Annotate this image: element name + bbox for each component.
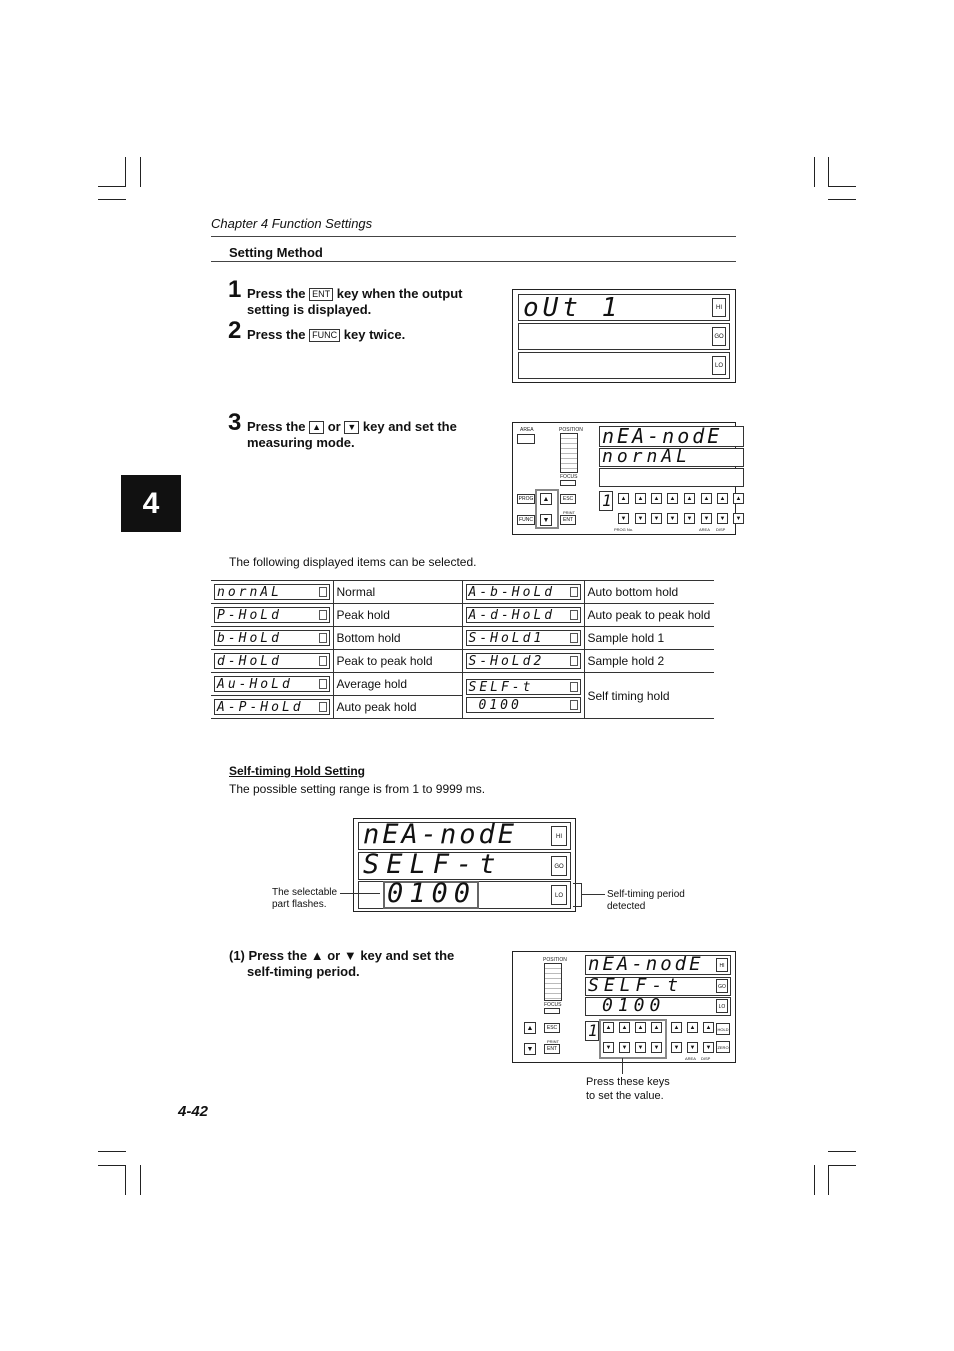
digit-up-key[interactable]: ▲: [667, 493, 678, 504]
indicator: [570, 633, 578, 643]
focus-label: FOCUS: [560, 474, 578, 480]
panel-display-text: nEA-nodE: [588, 953, 704, 975]
display-row-text: SELF-t: [363, 849, 503, 880]
up-arrow-key-icon: ▲: [309, 421, 324, 434]
mode-display: [214, 699, 330, 715]
digit-down-key[interactable]: ▼: [619, 1042, 630, 1053]
step-text: measuring mode.: [247, 435, 355, 450]
position-bar-graph: [560, 433, 578, 473]
position-label: POSITION: [559, 427, 583, 433]
area-label: AREA: [685, 1056, 696, 1061]
digit-up-key[interactable]: ▲: [619, 1022, 630, 1033]
crop-mark: [98, 186, 126, 187]
down-triangle-icon: ▼: [343, 948, 357, 963]
mode-label: Sample hold 1: [584, 627, 714, 650]
mode-display-cell: [211, 627, 333, 650]
display-row-text: oUt 1: [523, 293, 622, 323]
table-row: [211, 650, 714, 673]
mode-label: Peak hold: [333, 604, 462, 627]
panel-display-row-3: [599, 468, 744, 487]
step-text: key when the output: [336, 286, 463, 301]
mode-label: Sample hold 2: [584, 650, 714, 673]
hold-key[interactable]: HOLD: [716, 1023, 730, 1035]
step-3-text: [247, 419, 457, 451]
crop-mark: [98, 1151, 126, 1152]
position-bar-graph: [544, 963, 562, 1001]
zero-key[interactable]: ZERO: [716, 1041, 730, 1053]
step-text: self-timing period.: [247, 964, 360, 979]
area-bottom-label: AREA: [699, 527, 710, 532]
step-text: Press the: [248, 948, 308, 963]
step-text: key and set the: [360, 948, 455, 963]
step-text: setting is displayed.: [247, 302, 372, 317]
step-3-number: 3: [228, 409, 242, 436]
indicator: [570, 587, 578, 597]
mode-display-text: nornAL: [217, 585, 282, 600]
ent-key-icon: ENT: [309, 288, 333, 301]
indicator: [319, 610, 327, 620]
down-arrow-key-icon: ▼: [344, 421, 359, 434]
crop-mark: [828, 157, 829, 187]
callout-text: to set the value.: [586, 1090, 664, 1102]
step-text: Press the: [247, 327, 306, 342]
digit-down-key[interactable]: ▼: [667, 513, 678, 524]
esc-key[interactable]: ESC: [544, 1023, 560, 1033]
self-timing-title: Self-timing Hold Setting: [229, 764, 365, 778]
mode-display-text: A-b-HoLd: [468, 585, 556, 600]
mode-display-text: d-HoLd: [217, 654, 282, 669]
panel-display-text: SELF-t: [588, 975, 684, 996]
display-output-setting: [512, 289, 736, 383]
mode-label: Auto peak to peak hold: [584, 604, 714, 627]
header-rule: [211, 236, 736, 237]
down-arrow-key[interactable]: ▼: [540, 514, 552, 526]
digit-down-key[interactable]: ▼: [603, 1042, 614, 1053]
chapter-tab: [121, 475, 181, 532]
panel-display-row-2: [585, 977, 731, 996]
lo-indicator: LO: [712, 356, 726, 375]
crop-mark: [814, 157, 815, 187]
substep-number: (1): [229, 948, 245, 963]
print-label: PRINT: [563, 510, 575, 515]
mode-display-cell: [462, 627, 584, 650]
panel-display-text: nEA-nodE: [602, 424, 723, 448]
disp-label: DISP: [716, 527, 726, 532]
section-rule: [211, 261, 736, 262]
page-number: 4-42: [178, 1103, 209, 1120]
digit-down-key[interactable]: ▼: [651, 1042, 662, 1053]
step-1-text: [247, 286, 462, 318]
disp-label: DISP: [701, 1056, 711, 1061]
substep-text: [229, 948, 454, 980]
prog-no-label: PROG No.: [614, 527, 634, 532]
mode-display-cell: [462, 673, 584, 719]
digit-up-key[interactable]: ▲: [717, 493, 728, 504]
focus-indicator: [560, 480, 576, 486]
esc-key[interactable]: ESC: [560, 494, 576, 504]
focus-label: FOCUS: [544, 1002, 562, 1008]
step-text: key and set the: [362, 419, 457, 434]
mode-label: Normal: [333, 581, 462, 604]
digit-up-key[interactable]: ▲: [671, 1022, 682, 1033]
ent-key[interactable]: ENT: [560, 515, 576, 525]
panel-display-row-1: [599, 426, 744, 447]
step-text: Press the: [247, 286, 306, 301]
crop-mark: [125, 1165, 126, 1195]
display-row-3: [358, 878, 571, 909]
hi-indicator: HI: [716, 958, 728, 972]
indicator: [319, 633, 327, 643]
crop-mark: [125, 157, 126, 187]
self-timing-range: The possible setting range is from 1 to 9999 ms.: [229, 782, 486, 796]
mode-label: Bottom hold: [333, 627, 462, 650]
callout-flash-text: [272, 887, 337, 911]
mode-display-text: Au-HoLd: [217, 677, 293, 692]
digit-up-key[interactable]: ▲: [687, 1022, 698, 1033]
up-triangle-icon: ▲: [310, 948, 324, 963]
mode-display: [466, 697, 581, 713]
display-row-1: [518, 294, 730, 321]
mode-display-cell: [211, 604, 333, 627]
callout-text: The selectable: [272, 887, 338, 898]
crop-mark: [98, 199, 126, 200]
table-row: [211, 627, 714, 650]
mode-display-text: P-HoLd: [217, 608, 282, 623]
mode-display: [214, 630, 330, 646]
down-arrow-key[interactable]: ▼: [524, 1043, 536, 1055]
mode-display: [214, 676, 330, 692]
callout-detected-text: [607, 889, 685, 913]
position-label: POSITION: [543, 957, 567, 963]
digit-up-key[interactable]: ▲: [635, 1022, 646, 1033]
digit-down-key[interactable]: ▼: [671, 1042, 682, 1053]
mode-display: [466, 679, 581, 695]
callout-bracket: [573, 883, 582, 907]
crop-mark: [140, 157, 141, 187]
mode-display: [466, 607, 581, 623]
digit-up-key[interactable]: ▲: [603, 1022, 614, 1033]
crop-mark: [828, 1151, 856, 1152]
mode-label: Self timing hold: [584, 673, 714, 719]
measuring-mode-table: [211, 580, 714, 719]
digit-up-key[interactable]: ▲: [684, 493, 695, 504]
crop-mark: [828, 199, 856, 200]
mode-display: [466, 630, 581, 646]
mode-display-cell: [462, 650, 584, 673]
step-text: key twice.: [343, 327, 406, 342]
digit-down-key[interactable]: ▼: [618, 513, 629, 524]
step-2-number: 2: [228, 317, 242, 344]
section-title: Setting Method: [229, 245, 323, 260]
mode-display-cell: [211, 581, 333, 604]
digit-down-key[interactable]: ▼: [717, 513, 728, 524]
crop-mark: [140, 1165, 141, 1195]
lo-indicator: LO: [716, 999, 728, 1013]
digit-down-key[interactable]: ▼: [733, 513, 744, 524]
mode-display: [466, 653, 581, 669]
digit-down-key[interactable]: ▼: [635, 1042, 646, 1053]
indicator: [570, 610, 578, 620]
prog-key[interactable]: PROG: [518, 496, 534, 502]
mode-display-text: A-P-HoLd: [217, 700, 304, 715]
lo-indicator: LO: [551, 885, 567, 905]
step-2-text: [247, 327, 405, 342]
controller-panel-mode: [512, 422, 742, 535]
digit-up-key[interactable]: ▲: [703, 1022, 714, 1033]
table-row: [211, 673, 714, 696]
digit-up-key[interactable]: ▲: [651, 493, 662, 504]
step-text: or: [327, 419, 341, 434]
mode-display: [466, 584, 581, 600]
callout-text: Self-timing period: [607, 889, 685, 900]
up-arrow-key[interactable]: ▲: [524, 1022, 536, 1034]
step-1-number: 1: [228, 276, 242, 303]
mode-display: [214, 653, 330, 669]
mode-display-text: SELF-t: [468, 679, 534, 695]
indicator: [570, 700, 578, 710]
mode-label: Peak to peak hold: [333, 650, 462, 673]
mode-display-cell: [211, 673, 333, 696]
mode-label: Average hold: [333, 673, 462, 696]
display-row-2: [358, 849, 571, 880]
step-text: or: [327, 948, 341, 963]
callout-line-right: [581, 894, 605, 895]
digit-up-key[interactable]: ▲: [701, 493, 712, 504]
mode-display-text: 0100: [478, 697, 522, 713]
callout-text: part flashes.: [272, 899, 327, 910]
hi-indicator: HI: [712, 298, 726, 317]
digit-down-key[interactable]: ▼: [635, 513, 646, 524]
panel-display-row-2: [599, 448, 744, 467]
func-key[interactable]: FUNC: [517, 515, 535, 525]
mode-label: Auto peak hold: [333, 696, 462, 719]
display-self-timing: [353, 818, 576, 912]
digit-down-key[interactable]: ▼: [703, 1042, 714, 1053]
panel-display-row-3: [585, 997, 731, 1016]
go-indicator: GO: [716, 979, 728, 993]
indicator: [319, 679, 327, 689]
crop-mark: [828, 1165, 829, 1195]
digit-up-key[interactable]: ▲: [618, 493, 629, 504]
callout-line-left: [340, 893, 380, 894]
selectable-intro: The following displayed items can be selected.: [229, 555, 477, 569]
go-indicator: GO: [551, 856, 567, 876]
print-label: PRINT: [547, 1039, 559, 1044]
controller-panel-self-timing: [512, 951, 736, 1063]
indicator: [319, 587, 327, 597]
crop-mark: [828, 186, 856, 187]
go-indicator: GO: [712, 327, 726, 346]
mode-display: [214, 607, 330, 623]
callout-keys-text: [586, 1075, 670, 1103]
area-switch[interactable]: [517, 434, 535, 444]
table-row: [211, 604, 714, 627]
prog-digit-display: [585, 1021, 602, 1041]
table-row: [211, 581, 714, 604]
display-row-1: [358, 819, 571, 850]
digit-up-key[interactable]: ▲: [733, 493, 744, 504]
hi-indicator: HI: [551, 826, 567, 846]
chapter-header: Chapter 4 Function Settings: [211, 216, 373, 231]
mode-label: Auto bottom hold: [584, 581, 714, 604]
panel-display-row-1: [585, 955, 731, 975]
digit-up-key[interactable]: ▲: [651, 1022, 662, 1033]
mode-display-text: S-HoLd2: [468, 654, 545, 669]
indicator: [570, 682, 578, 692]
mode-display: [214, 584, 330, 600]
chapter-tab-number: 4: [142, 487, 160, 520]
mode-display-text: S-HoLd1: [468, 631, 545, 646]
mode-display-cell: [211, 650, 333, 673]
ent-key[interactable]: ENT: [544, 1044, 560, 1054]
mode-display-cell: [462, 581, 584, 604]
callout-line-keys: [622, 1058, 623, 1074]
digit-down-key[interactable]: ▼: [701, 513, 712, 524]
callout-text: Press these keys: [586, 1076, 670, 1088]
indicator: [319, 702, 327, 712]
func-key-icon: FUNC: [309, 329, 340, 342]
crop-mark: [98, 1165, 126, 1166]
panel-display-text: 0100: [602, 995, 666, 1016]
display-row-3: [518, 352, 730, 379]
display-row-text: 0100: [387, 878, 477, 909]
digit-down-key[interactable]: ▼: [651, 513, 662, 524]
digit-up-key[interactable]: ▲: [635, 493, 646, 504]
mode-display-cell: [462, 604, 584, 627]
indicator: [570, 656, 578, 666]
callout-text: detected: [607, 901, 646, 912]
mode-display-cell: [211, 696, 333, 719]
digit-down-key[interactable]: ▼: [684, 513, 695, 524]
mode-display-text: A-d-HoLd: [468, 608, 556, 623]
crop-mark: [828, 1165, 856, 1166]
display-row-2: [518, 323, 730, 350]
mode-display-text: b-HoLd: [217, 631, 282, 646]
display-row-text: nEA-nodE: [363, 819, 518, 850]
prog-digit: 1: [602, 491, 616, 510]
area-label: AREA: [520, 427, 534, 433]
digit-down-key[interactable]: ▼: [687, 1042, 698, 1053]
indicator: [319, 656, 327, 666]
crop-mark: [814, 1165, 815, 1195]
prog-digit: 1: [588, 1021, 602, 1040]
prog-digit-display: [599, 491, 616, 511]
up-arrow-key[interactable]: ▲: [540, 493, 552, 505]
panel-display-text: nornAL: [602, 446, 692, 467]
step-text: Press the: [247, 419, 306, 434]
focus-indicator: [544, 1008, 560, 1014]
